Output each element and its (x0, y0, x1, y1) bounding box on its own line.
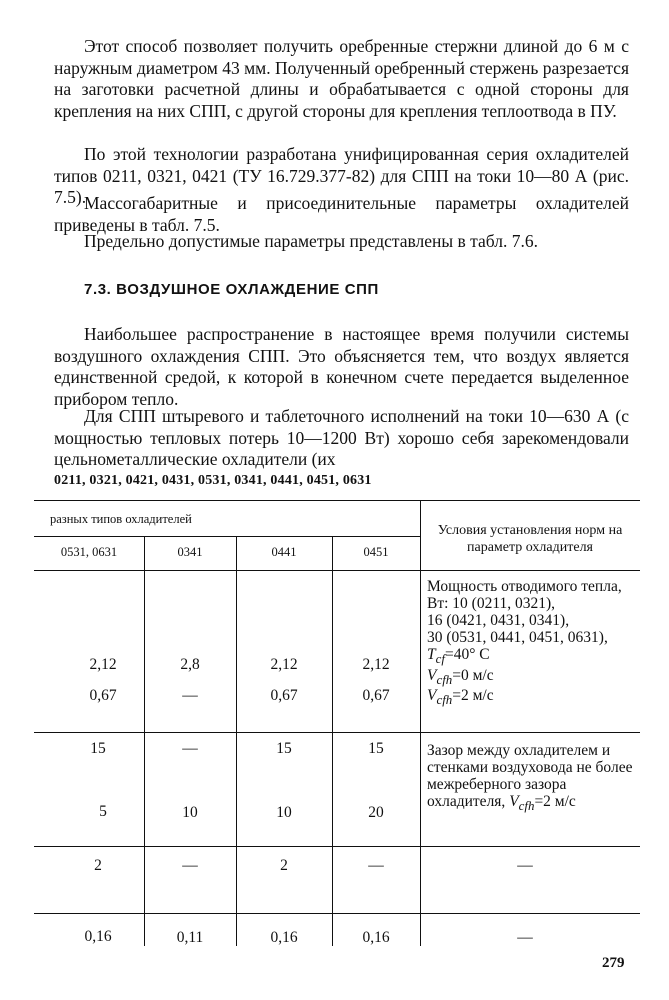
table-cell: 0,16 (362, 929, 390, 946)
table-cell: 15 (368, 740, 384, 757)
table-cell: — (182, 740, 198, 757)
velocity-condition (427, 667, 637, 688)
condition-block-2 (427, 742, 637, 814)
paragraph-3: Массогабаритные и присоединительные параметры охладителей приведены в табл. 7.5. (54, 193, 629, 235)
table-cell: — (182, 857, 198, 874)
table-cell: 5 (99, 803, 107, 820)
condition-header: Условия установления норм на параметр охладителя (437, 523, 623, 555)
vcfh-symbol: V (509, 793, 519, 810)
table-cell: 0,16 (84, 928, 112, 945)
table-cell: 2,12 (362, 656, 390, 673)
paragraph-2: По этой технологии разработана унифицированная серия охладителей типов 0211, 0321, 0421 (ТУ 16.729.377-82) для СПП на токи 10—80 А (рис. 7.5). (54, 144, 629, 207)
vcfh-subscript: cfh (436, 692, 453, 708)
column-header: 0441 (271, 545, 297, 559)
section-heading: 7.3. ВОЗДУШНОЕ ОХЛАЖДЕНИЕ СПП (84, 281, 379, 298)
condition-dash: — (517, 929, 533, 946)
vcfh-subscript: cfh (436, 672, 453, 688)
velocity-condition-2 (427, 687, 637, 708)
column-header: 0531, 0631 (60, 545, 118, 559)
cooler-codes-line: 0211, 0321, 0421, 0431, 0531, 0341, 0441, 0451, 0631 (54, 473, 372, 488)
table-cell: 2 (280, 857, 288, 874)
condition-line: Мощность отводимого тепла, Вт: 10 (0211, 0321), (427, 578, 622, 612)
table-cell: 15 (276, 740, 292, 757)
tcf-symbol: T (427, 646, 436, 663)
page-number: 279 (602, 955, 625, 971)
paragraph-6: Для СПП штыревого и таблеточного исполнений на токи 10—630 А (с мощностью тепловых потерь 10—1200 Вт) хорошо себя зарекомендовали цельнометаллические охладители (их (54, 406, 629, 469)
column-header: 0341 (177, 545, 203, 559)
paragraph-4: Предельно допустимые параметры представлены в табл. 7.6. (84, 231, 539, 251)
vcfh-symbol: V (427, 667, 437, 685)
table-cell: 0,67 (362, 687, 390, 704)
vcfh-subscript: cfh (518, 798, 535, 814)
vcfh-symbol: V (427, 687, 437, 704)
paragraph-1: Этот способ позволяет получить оребренные стержни длиной до 6 м с наружным диаметром 43 мм. Полученный оребренный стержень разрезается на заготовки расчетной длины и обрабатывается с одной стороны для крепления на них СПП, с другой стороны для крепления теплоотвода в ПУ. (54, 36, 629, 121)
column-header: 0451 (363, 545, 389, 559)
table-cell: 2,8 (180, 656, 200, 673)
tcf-value: =40° С (444, 646, 490, 663)
table-cell: 15 (90, 740, 106, 757)
group-header: разных типов охладителей (50, 512, 192, 526)
vcfh-value: =2 м/с (452, 687, 494, 704)
condition-line: 30 (0531, 0441, 0451, 0631), (427, 629, 608, 646)
table-cell: 2 (94, 857, 102, 874)
table-cell: 0,67 (270, 687, 298, 704)
vcfh-value: =0 м/с (452, 667, 494, 685)
table-cell: 0,16 (270, 929, 298, 946)
condition-block-1 (427, 578, 637, 688)
condition-dash: — (517, 857, 533, 874)
table-cell: 10 (182, 804, 198, 821)
table-cell: 10 (276, 804, 292, 821)
table-cell: 2,12 (89, 656, 117, 673)
condition-line: 16 (0421, 0431, 0341), (427, 612, 570, 629)
paragraph-5: Наибольшее распространение в настоящее время получили системы воздушного охлаждения СПП. Это объясняется тем, что воздух является единственной средой, к которой в конечном счете передается выделенное прибором тепло. (54, 324, 629, 409)
table-cell: — (182, 687, 198, 704)
gap-condition-text: Зазор между охладителем и стенками воздуховода не более межреберного зазора охладителя, (427, 742, 633, 810)
table-cell: 2,12 (270, 656, 298, 673)
tcf-subscript: cf (435, 651, 445, 667)
table-cell: 0,67 (89, 687, 117, 704)
table-cell: — (368, 857, 384, 874)
temperature-condition (427, 646, 637, 667)
vcfh-value: =2 м/с (534, 793, 576, 810)
table-cell: 0,11 (176, 929, 204, 946)
table-cell: 20 (368, 804, 384, 821)
